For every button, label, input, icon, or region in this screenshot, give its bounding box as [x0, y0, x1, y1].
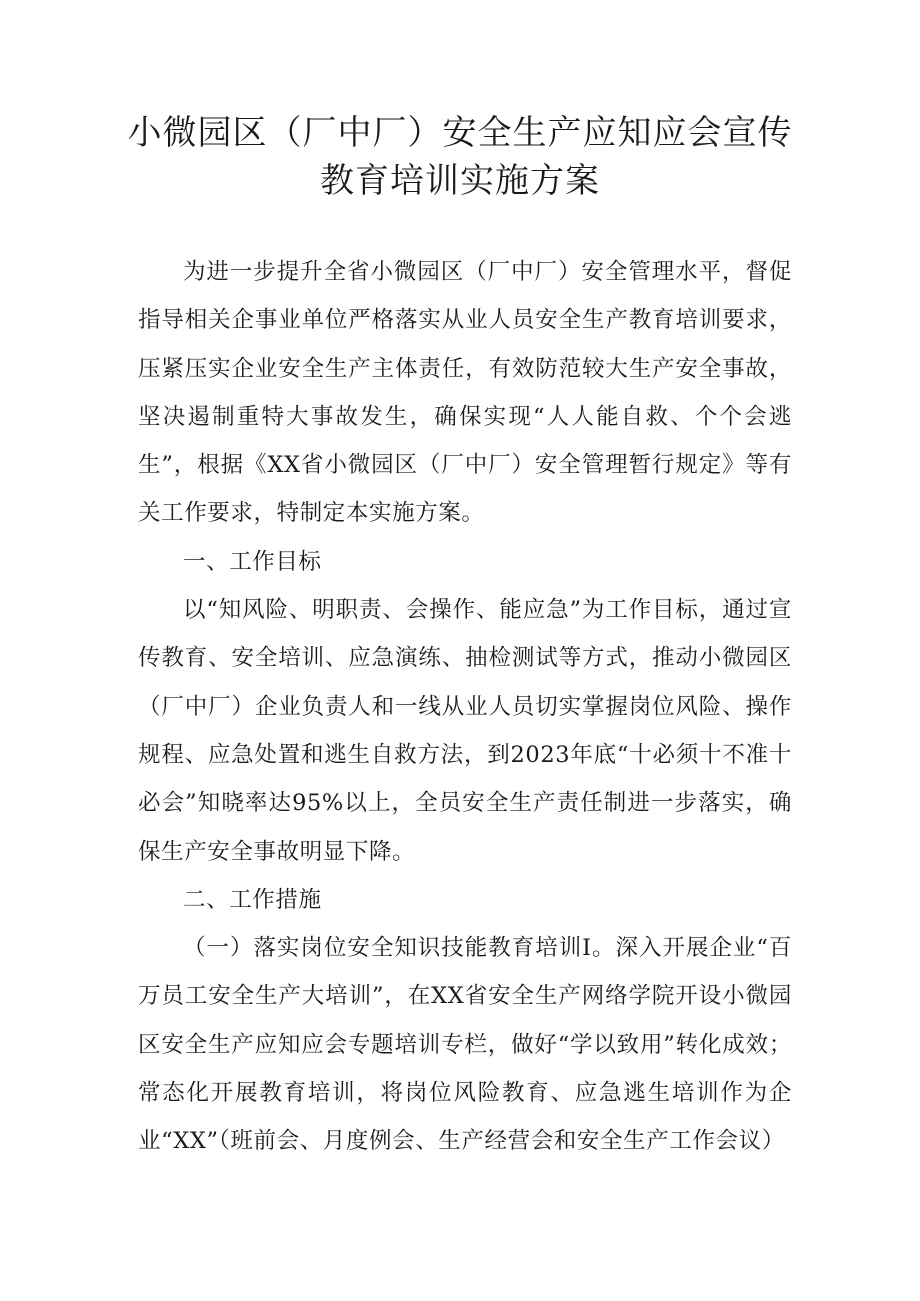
intro-paragraph: 为进一步提升全省小微园区（厂中厂）安全管理水平，督促指导相关企事业单位严格落实从业人员安全生产教育培训要求，压紧压实企业安全生产主体责任，有效防范较大生产安全事故，坚决遏制重特大事故发生，确保实现“人人能自救、个个会逃生”，根据《XX省小微园区（厂中厂）安全管理暂行规定》等有关工作要求，特制定本实施方案。	[138, 259, 792, 527]
section-1-paragraph: 以“知风险、明职责、会操作、能应急”为工作目标，通过宣传教育、安全培训、应急演练、抽检测试等方式，推动小微园区（厂中厂）企业负责人和一线从业人员切实掌握岗位风险、操作规程、应急处置和逃生自救方法，到2023年底“十必须十不准十必会”知晓率达95%以上，全员安全生产责任制进一步落实，确保生产安全事故明显下降。	[138, 597, 792, 865]
document-title-line-2: 教育培训实施方案	[320, 161, 600, 201]
section-2-item-1-paragraph: （一）落实岗位安全知识技能教育培训Ⅰ。深入开展企业“百万员工安全生产大培训”，在XX省安全生产网络学院开设小微园区安全生产应知应会专题培训专栏，做好“学以致用”转化成效；常态化开展教育培训，将岗位风险教育、应急逃生培训作为企业“XX”（班前会、月度例会、生产经营会和安全生产工作会议）	[138, 935, 792, 1155]
document-body	[138, 248, 792, 1166]
document-title-line-1: 小微园区（厂中厂）安全生产应知应会宣传	[127, 113, 793, 153]
section-1-heading: 一、工作目标	[183, 548, 322, 575]
section-2-heading: 二、工作措施	[183, 886, 322, 913]
